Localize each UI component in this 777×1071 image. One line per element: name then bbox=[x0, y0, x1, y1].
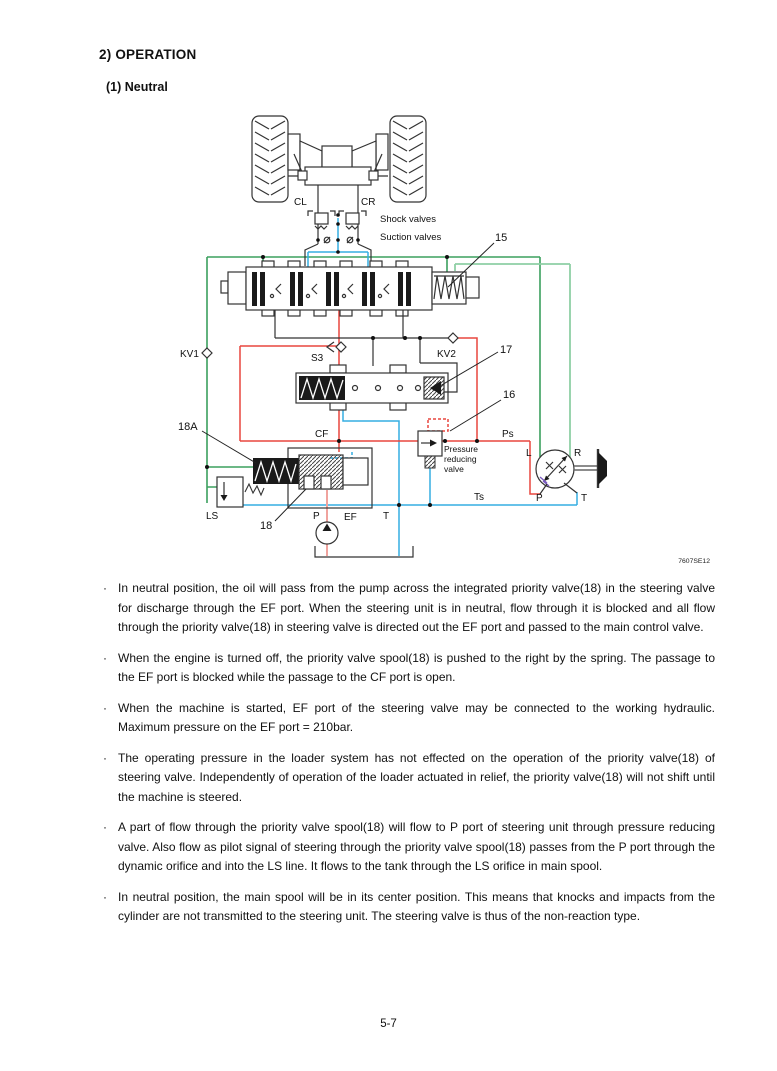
paragraph-text: The operating pressure in the loader system has not effected on the operation of the priority valve(18) of steering valve. Independently of operation of the loader actuated in relief, the priority valve(18) will not shift until the machine is steered. bbox=[118, 750, 715, 804]
steering-wheel-icon bbox=[598, 452, 607, 485]
page-number: 5-7 bbox=[380, 1018, 397, 1030]
bullet-marker: · bbox=[103, 889, 107, 904]
bullet-marker: · bbox=[103, 581, 107, 595]
bullet-marker: · bbox=[103, 650, 107, 665]
bullet-marker: · bbox=[103, 820, 107, 834]
bullet-paragraph bbox=[103, 749, 715, 808]
label-s3: S3 bbox=[311, 353, 324, 364]
label-cl: CL bbox=[294, 197, 307, 208]
kv1-orifice-icon bbox=[202, 348, 212, 358]
bullet-paragraph bbox=[103, 699, 715, 738]
main-spool bbox=[296, 344, 515, 431]
label-ef-port: EF bbox=[344, 512, 357, 523]
label-cf: CF bbox=[315, 429, 329, 440]
pilot-connectors bbox=[180, 310, 458, 366]
label-su-l: L bbox=[526, 448, 532, 459]
label-kv2: KV2 bbox=[437, 349, 456, 360]
label-ts: Ts bbox=[474, 492, 484, 503]
label-18: 18 bbox=[260, 520, 273, 532]
label-prv-2: reducing bbox=[444, 454, 477, 464]
paragraph-text: In neutral position, the main spool will be in its center position. This means that knocks and impacts from the cylinder are not transmitted to the steering unit. The steering valve is thus of the non-reaction type. bbox=[118, 889, 715, 923]
label-prv-3: valve bbox=[444, 464, 464, 474]
body-text bbox=[103, 579, 715, 938]
bullet-paragraph bbox=[103, 649, 715, 688]
bullet-marker: · bbox=[103, 700, 107, 715]
bullet-paragraph bbox=[103, 579, 715, 638]
figure-code: 7607SE12 bbox=[678, 558, 710, 565]
pump bbox=[316, 522, 338, 544]
steering-unit bbox=[526, 448, 607, 504]
tire-right bbox=[390, 116, 426, 202]
tire-left bbox=[252, 116, 288, 202]
paragraph-text: In neutral position, the oil will pass from the pump across the integrated priority valve(18) in the steering valve for discharge through the EF port. When the steering unit is in neutral, flow through it is blocked and all flow through the priority valve(18) in steering valve is directed out the EF port and passed to the main control valve. bbox=[118, 581, 715, 634]
label-suction-valves: Suction valves bbox=[380, 232, 442, 243]
label-ls: LS bbox=[206, 511, 219, 522]
label-su-t: T bbox=[581, 493, 588, 504]
bullet-paragraph bbox=[103, 818, 715, 877]
label-prv-1: Pressure bbox=[444, 444, 479, 454]
axle-and-cylinder bbox=[288, 134, 388, 185]
label-su-r: R bbox=[574, 448, 582, 459]
steering-valve-block bbox=[221, 232, 507, 316]
label-16: 16 bbox=[503, 389, 516, 401]
label-18a: 18A bbox=[178, 421, 198, 433]
label-cr: CR bbox=[361, 197, 376, 208]
paragraph-text: When the engine is turned off, the priority valve spool(18) is pushed to the right by the spring. The passage to the EF port is blocked while the passage to the CF port is open. bbox=[118, 650, 715, 684]
label-su-p: P bbox=[536, 493, 543, 504]
label-t-port: T bbox=[383, 511, 390, 522]
label-p-port: P bbox=[313, 511, 320, 522]
label-15: 15 bbox=[495, 232, 508, 244]
label-ps: Ps bbox=[502, 429, 514, 440]
label-kv1: KV1 bbox=[180, 349, 199, 360]
bullet-paragraph bbox=[103, 888, 715, 927]
kv2-orifice-icon bbox=[448, 333, 458, 343]
paragraph-text: When the machine is started, EF port of the steering valve may be connected to the working hydraulic. Maximum pressure on the EF port = 210bar. bbox=[118, 700, 715, 734]
bullet-marker: · bbox=[103, 750, 107, 765]
section-heading: 2) OPERATION bbox=[99, 47, 197, 62]
label-shock-valves: Shock valves bbox=[380, 214, 436, 225]
s3-orifice-icon bbox=[336, 342, 346, 352]
label-17: 17 bbox=[500, 344, 513, 356]
paragraph-text: A part of flow through the priority valve spool(18) will flow to P port of steering unit through pressure reducing valve. Also flow as pilot signal of steering through the priority valve spool(18) passes from the P port through the dynamic orifice and into the LS line. It flows to the tank through the LS orifice in main spool. bbox=[118, 820, 715, 873]
subsection-heading: (1) Neutral bbox=[106, 80, 168, 94]
